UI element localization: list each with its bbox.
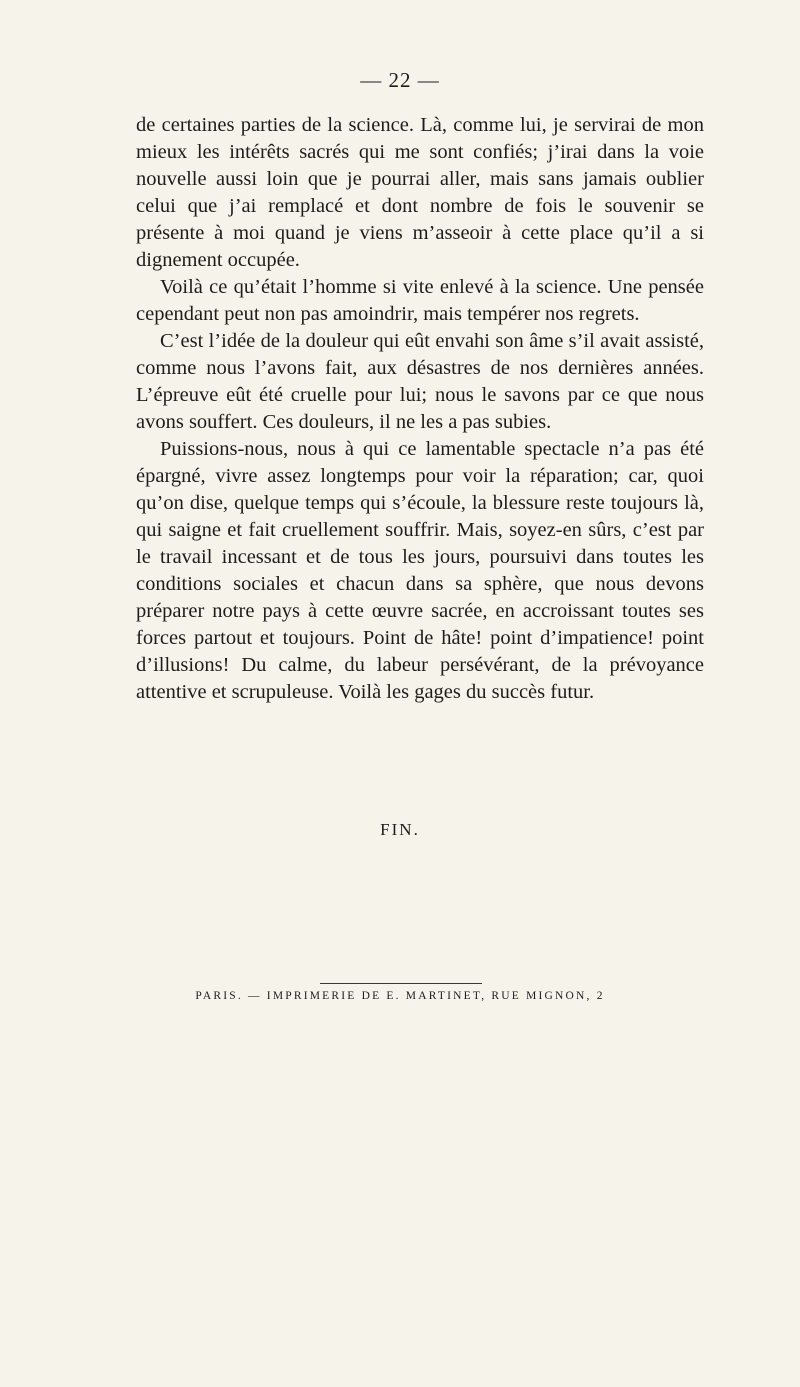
printer-imprint: PARIS. — IMPRIMERIE DE E. MARTINET, RUE MIGNON, 2 — [195, 990, 605, 1002]
paragraph-4: Puissions-nous, nous à qui ce lamentable spectacle n’a pas été épargné, vivre assez longtemps pour voir la réparation; car, quoi qu’on dise, quelque temps qui s’écoule, la blessure reste toujours là, qui saigne et fait cruellement souffrir. Mais, soyez-en sûrs, c’est par le travail incessant et de tous les jours, poursuivi dans toutes les conditions sociales et chacun dans sa sphère, que nous devons préparer notre pays à cette œuvre sacrée, en accroissant toutes ses forces partout et toujours. Point de hâte! point d’impatience! point d’illusions! Du calme, du labeur persévérant, de la prévoyance attentive et scrupuleuse. Voilà les gages du succès futur. — [136, 438, 704, 703]
fin-marker: FIN. — [380, 820, 420, 839]
page-number: — 22 — — [360, 68, 440, 92]
paragraph-1: de certaines parties de la science. Là, comme lui, je servirai de mon mieux les intérêts sacrés qui me sont confiés; j’irai dans la voie nouvelle aussi loin que je pourrai aller, mais sans jamais oublier celui que j’ai remplacé et dont nombre de fois le souvenir se présente à moi quand je viens m’asseoir à cette place qu’il a si dignement occupée. — [136, 114, 704, 271]
paragraph-3: C’est l’idée de la douleur qui eût envahi son âme s’il avait assisté, comme nous l’avons fait, aux désastres de nos dernières années. L’épreuve eût été cruelle pour lui; nous le savons par ce que nous avons souffert. Ces douleurs, il ne les a pas subies. — [136, 330, 704, 433]
imprint-divider — [320, 983, 482, 984]
body-text — [136, 112, 704, 706]
paragraph-2: Voilà ce qu’était l’homme si vite enlevé à la science. Une pensée cependant peut non pas amoindrir, mais tempérer nos regrets. — [136, 276, 704, 325]
